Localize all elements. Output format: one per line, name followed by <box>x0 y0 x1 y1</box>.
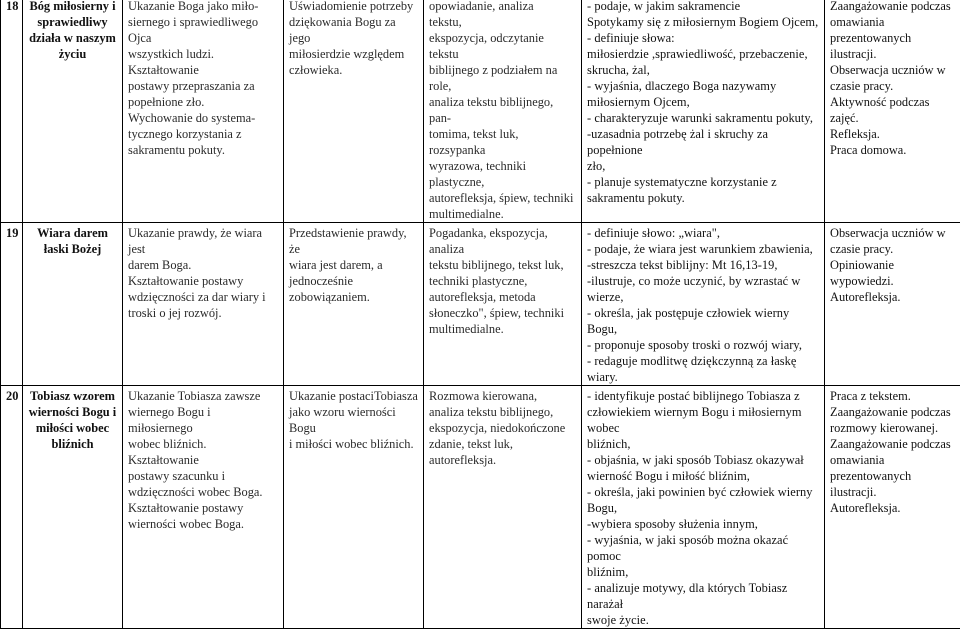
cell-line: Pogadanka, ekspozycja, analiza <box>429 225 576 257</box>
achievements <box>582 386 825 629</box>
cell-line: tycznego korzystania z <box>128 126 278 142</box>
cell-line: Ukazanie postaciTobiasza <box>289 388 418 404</box>
lesson-number: 18 <box>1 0 23 223</box>
cell-line: - planuje systematyczne korzystanie z <box>587 174 819 190</box>
cell-line: Obserwacja uczniów w <box>830 62 955 78</box>
cell-line: Aktywność podczas zajęć. <box>830 94 955 126</box>
cell-line: Praca z tekstem. <box>830 388 955 404</box>
cell-line: ekspozycja, odczytanie tekstu <box>429 30 576 62</box>
cell-line: sakramentu pokuty. <box>587 190 819 206</box>
cell-line: autorefleksja, metoda <box>429 289 576 305</box>
cell-line: wiara jest darem, a <box>289 257 418 273</box>
cell-line: Spotykamy się z miłosiernym Bogiem Ojcem, <box>587 14 819 30</box>
cell-line: postawy szacunku i <box>128 468 278 484</box>
cell-line: prezentowanych <box>830 468 955 484</box>
cell-line: wdzięczności za dar wiary i <box>128 289 278 305</box>
cell-line: człowiekiem wiernym Bogu i miłosiernym wobec <box>587 404 819 436</box>
cell-line: - określa, jak postępuje człowiek wierny Bogu, <box>587 305 819 337</box>
cell-line: opowiadanie, analiza <box>429 0 576 14</box>
pedagogical-goals <box>284 386 424 629</box>
cell-line: -wybiera sposoby służenia innym, <box>587 516 819 532</box>
cell-line: Obserwacja uczniów w <box>830 225 955 241</box>
cell-line: jako wzoru wierności Bogu <box>289 404 418 436</box>
cell-line: analiza tekstu biblijnego, pan- <box>429 94 576 126</box>
evaluation <box>825 0 960 223</box>
cell-line: biblijnego z podziałem na role, <box>429 62 576 94</box>
cell-line: siernego i sprawiedliwego Ojca <box>128 14 278 46</box>
educational-goals <box>123 0 284 223</box>
cell-line: Autorefleksja. <box>830 289 955 305</box>
cell-line: skrucha, żal, <box>587 62 819 78</box>
cell-line: Kształtowanie postawy <box>128 273 278 289</box>
cell-line: czasie pracy. <box>830 78 955 94</box>
pedagogical-goals <box>284 0 424 223</box>
table-row <box>1 386 960 629</box>
cell-line: - identyfikuje postać biblijnego Tobiasza z <box>587 388 819 404</box>
cell-line: miłosierdzie ,sprawiedliwość, przebaczenie, <box>587 46 819 62</box>
cell-line: bliźnich, <box>587 436 819 452</box>
lesson-number: 19 <box>1 223 23 386</box>
cell-line: multimedialne. <box>429 321 576 337</box>
cell-line: działa w naszym <box>28 30 117 46</box>
lesson-topic <box>23 0 123 223</box>
cell-line: sprawiedliwy <box>28 14 117 30</box>
cell-line: prezentowanych ilustracji. <box>830 30 955 62</box>
cell-line: wierności Bogu i <box>28 404 117 420</box>
evaluation <box>825 386 960 629</box>
achievements <box>582 223 825 386</box>
cell-line: wobec bliźnich. Kształtowanie <box>128 436 278 468</box>
cell-line: troski o jej rozwój. <box>128 305 278 321</box>
cell-line: Wychowanie do systema- <box>128 110 278 126</box>
cell-line: wyrazowa, techniki plastyczne, <box>429 158 576 190</box>
cell-line: - definiuje słowa: <box>587 30 819 46</box>
cell-line: - wyjaśnia, w jaki sposób można okazać pomoc <box>587 532 819 564</box>
cell-line: Wiara darem <box>28 225 117 241</box>
cell-line: swoje życie. <box>587 612 819 628</box>
cell-line: miłości wobec <box>28 420 117 436</box>
cell-line: dziękowania Bogu za jego <box>289 14 418 46</box>
cell-line: analiza tekstu biblijnego, <box>429 404 576 420</box>
cell-line: zdanie, tekst luk, autorefleksja. <box>429 436 576 468</box>
methods <box>424 0 582 223</box>
cell-line: - definiuje słowo: „wiara", <box>587 225 819 241</box>
cell-line: Ukazanie Boga jako miło- <box>128 0 278 14</box>
cell-line: łaski Bożej <box>28 241 117 257</box>
cell-line: czasie pracy. <box>830 241 955 257</box>
cell-line: - charakteryzuje warunki sakramentu pokuty, <box>587 110 819 126</box>
cell-line: - analizuje motywy, dla których Tobiasz narażał <box>587 580 819 612</box>
cell-line: multimedialne. <box>429 206 576 222</box>
lesson-number: 20 <box>1 386 23 629</box>
cell-line: miłosierdzie względem <box>289 46 418 62</box>
cell-line: jednocześnie <box>289 273 418 289</box>
cell-line: tekstu biblijnego, tekst luk, <box>429 257 576 273</box>
cell-line: Zaangażowanie podczas <box>830 404 955 420</box>
cell-line: - określa, jaki powinien być człowiek wierny <box>587 484 819 500</box>
cell-line: Zaangażowanie podczas <box>830 436 955 452</box>
methods <box>424 223 582 386</box>
cell-line: Uświadomienie potrzeby <box>289 0 418 14</box>
cell-line: bliźnich <box>28 436 117 452</box>
cell-line: Praca domowa. <box>830 142 955 158</box>
cell-line: wierze, <box>587 289 819 305</box>
cell-line: sakramentu pokuty. <box>128 142 278 158</box>
cell-line: Opiniowanie wypowiedzi. <box>830 257 955 289</box>
cell-line: -uzasadnia potrzebę żal i skruchy za popełnione <box>587 126 819 158</box>
cell-line: i miłości wobec bliźnich. <box>289 436 418 452</box>
educational-goals <box>123 386 284 629</box>
cell-line: Tobiasz wzorem <box>28 388 117 404</box>
cell-line: życiu <box>28 46 117 62</box>
cell-line: -streszcza tekst biblijny: Mt 16,13-19, <box>587 257 819 273</box>
cell-line: autorefleksja, śpiew, techniki <box>429 190 576 206</box>
cell-line: miłosiernym Ojcem, <box>587 94 819 110</box>
cell-line: wdzięczności wobec Boga. <box>128 484 278 500</box>
cell-line: ekspozycja, niedokończone <box>429 420 576 436</box>
educational-goals <box>123 223 284 386</box>
cell-line: Ukazanie Tobiasza zawsze <box>128 388 278 404</box>
cell-line: Bóg miłosierny i <box>28 0 117 14</box>
evaluation <box>825 223 960 386</box>
cell-line: ilustracji. <box>830 484 955 500</box>
cell-line: Autorefleksja. <box>830 500 955 516</box>
cell-line: wszystkich ludzi. Kształtowanie <box>128 46 278 78</box>
cell-line: rozmowy kierowanej. <box>830 420 955 436</box>
cell-line: -ilustruje, co może uczynić, by wzrastać w <box>587 273 819 289</box>
achievements <box>582 0 825 223</box>
table-row <box>1 0 960 223</box>
cell-line: wierności wobec Boga. <box>128 516 278 532</box>
cell-line: tomima, tekst luk, rozsypanka <box>429 126 576 158</box>
cell-line: bliźnim, <box>587 564 819 580</box>
cell-line: postawy przepraszania za <box>128 78 278 94</box>
cell-line: człowieka. <box>289 62 418 78</box>
cell-line: omawiania <box>830 452 955 468</box>
cell-line: zobowiązaniem. <box>289 289 418 305</box>
cell-line: - wyjaśnia, dlaczego Boga nazywamy <box>587 78 819 94</box>
table-row <box>1 223 960 386</box>
cell-line: wierność Bogu i miłość bliźnim, <box>587 468 819 484</box>
cell-line: zło, <box>587 158 819 174</box>
cell-line: Bogu, <box>587 500 819 516</box>
cell-line: Zaangażowanie podczas <box>830 0 955 14</box>
cell-line: tekstu, <box>429 14 576 30</box>
cell-line: techniki plastyczne, <box>429 273 576 289</box>
cell-line: - objaśnia, w jaki sposób Tobiasz okazywał <box>587 452 819 468</box>
lesson-topic <box>23 223 123 386</box>
cell-line: Rozmowa kierowana, <box>429 388 576 404</box>
methods <box>424 386 582 629</box>
cell-line: wiernego Bogu i miłosiernego <box>128 404 278 436</box>
pedagogical-goals <box>284 223 424 386</box>
cell-line: - proponuje sposoby troski o rozwój wiary, <box>587 337 819 353</box>
cell-line: - podaje, że wiara jest warunkiem zbawienia, <box>587 241 819 257</box>
cell-line: Ukazanie prawdy, że wiara jest <box>128 225 278 257</box>
cell-line: omawiania <box>830 14 955 30</box>
cell-line: Kształtowanie postawy <box>128 500 278 516</box>
cell-line: popełnione zło. <box>128 94 278 110</box>
cell-line: Refleksja. <box>830 126 955 142</box>
cell-line: słoneczko", śpiew, techniki <box>429 305 576 321</box>
cell-line: - redaguje modlitwę dziękczynną za łaskę wiary. <box>587 353 819 385</box>
cell-line: - podaje, w jakim sakramencie <box>587 0 819 14</box>
lesson-topic <box>23 386 123 629</box>
cell-line: darem Boga. <box>128 257 278 273</box>
cell-line: Przedstawienie prawdy, że <box>289 225 418 257</box>
